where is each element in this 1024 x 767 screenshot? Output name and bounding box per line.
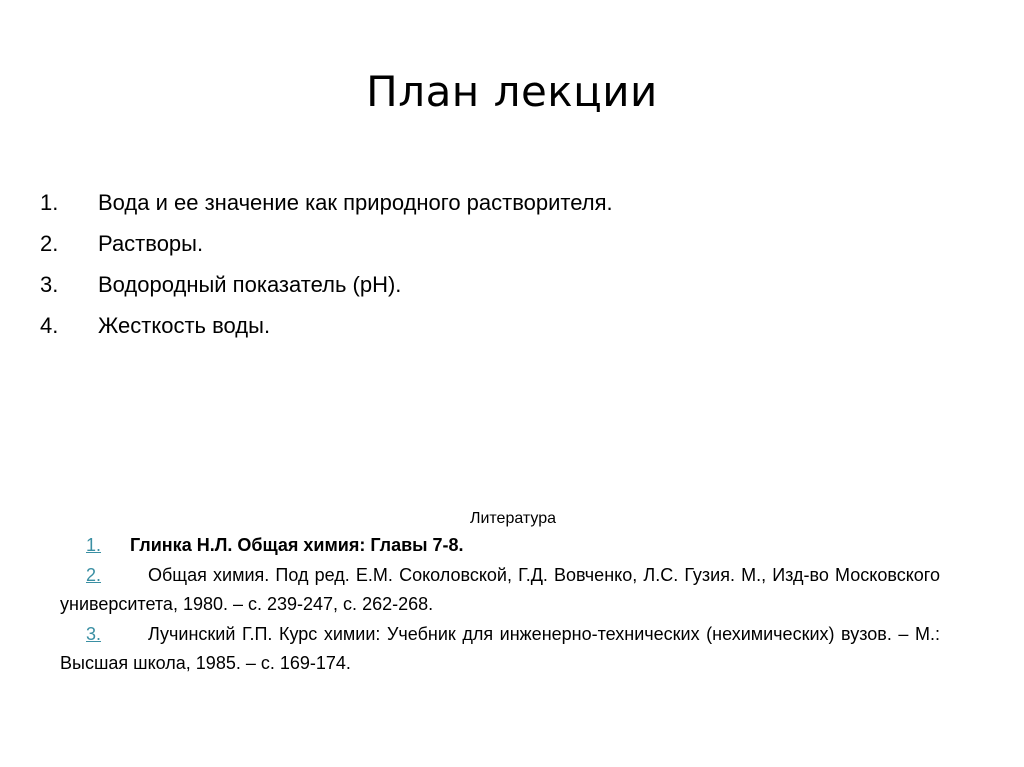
literature-heading	[0, 507, 1024, 531]
plan-item-text: Вода и ее значение как природного растворителя.	[98, 190, 613, 215]
plan-item-number: 1.	[40, 190, 59, 215]
literature-ref	[60, 531, 940, 561]
literature-list	[60, 531, 940, 679]
ref-number-link[interactable]: 1.	[86, 535, 102, 555]
literature-heading-text: Литература	[469, 510, 557, 527]
plan-item-text: Жесткость воды.	[98, 313, 271, 338]
ref-text: Глинка Н.Л. Общая химия: Главы 7-8.	[130, 535, 464, 555]
plan-item-number: 2.	[40, 231, 59, 256]
plan-item	[40, 226, 613, 267]
plan-item	[40, 308, 613, 349]
plan-item-text: Водородный показатель (рН).	[98, 272, 402, 297]
literature-ref	[60, 561, 940, 620]
plan-item	[40, 267, 613, 308]
plan-item-number: 4.	[40, 313, 59, 338]
plan-item	[40, 185, 613, 226]
literature-ref	[60, 620, 940, 679]
slide-title: План лекции	[366, 67, 658, 116]
plan-item-number: 3.	[40, 272, 59, 297]
lecture-plan-list	[40, 185, 613, 349]
ref-text: Общая химия. Под ред. Е.М. Соколовской, Г.Д. Вовченко, Л.С. Гузия. М., Изд-во Московского университета, 1980. – с. 239-247, с. 262-268.	[60, 564, 940, 614]
ref-text: Лучинский Г.П. Курс химии: Учебник для инженерно-технических (нехимических) вузов. – М.: Высшая школа, 1985. – с. 169-174.	[60, 623, 940, 673]
ref-number-link[interactable]: 2.	[86, 564, 102, 585]
ref-number-link[interactable]: 3.	[86, 623, 102, 644]
plan-item-text: Растворы.	[98, 231, 204, 256]
